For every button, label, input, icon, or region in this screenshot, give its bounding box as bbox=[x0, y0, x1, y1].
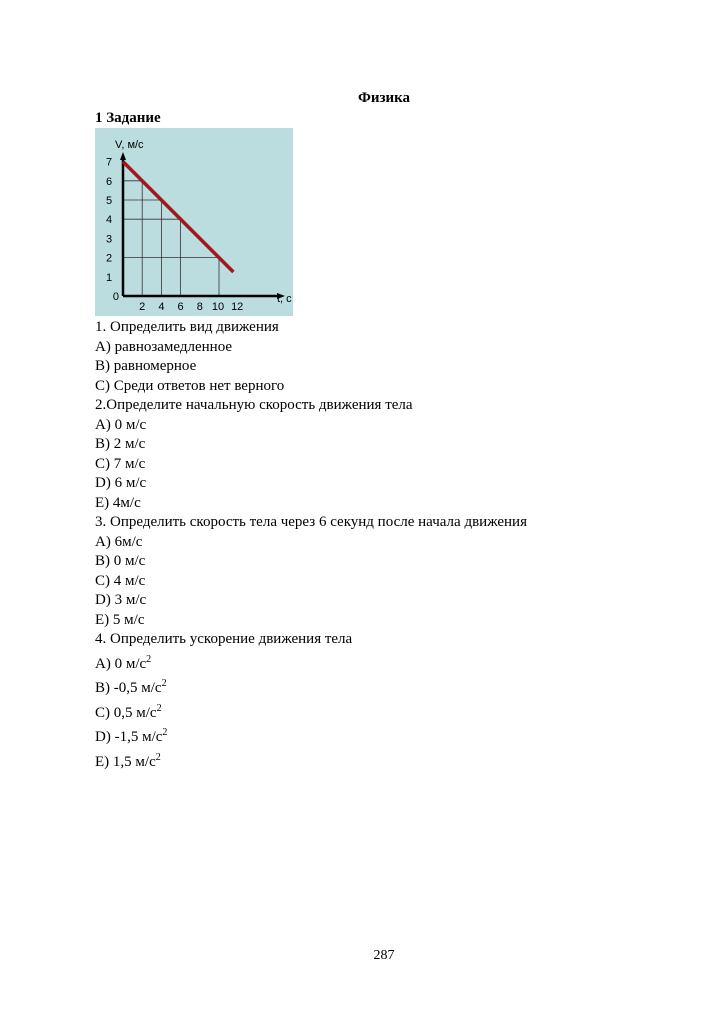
answer-label: E) 1,5 м/с bbox=[95, 753, 156, 770]
y-tick-label: 5 bbox=[105, 195, 113, 207]
y-tick-label: 2 bbox=[105, 252, 113, 265]
y-tick-label: 6 bbox=[105, 175, 113, 188]
question-line: 2.Определите начальную скорость движения тела bbox=[95, 397, 413, 413]
question-line: E) 5 м/с bbox=[95, 611, 145, 628]
answer-label: A) 0 м/с bbox=[95, 655, 147, 672]
question-line: A) 0 м/с bbox=[95, 416, 147, 433]
question-line: C) Среди ответов нет верного bbox=[95, 377, 285, 394]
question-line: D) 3 м/с bbox=[95, 592, 147, 608]
question-line: B) 0 м/с bbox=[95, 553, 146, 569]
page-title: Физика bbox=[357, 90, 411, 106]
superscript: 2 bbox=[156, 702, 162, 714]
x-tick-label: 12 bbox=[231, 301, 244, 313]
y-tick-label: 1 bbox=[105, 271, 113, 284]
x-tick-label: 2 bbox=[139, 301, 146, 313]
answer-label: D) -1,5 м/с bbox=[95, 729, 163, 745]
question-line: C) 4 м/с bbox=[95, 572, 146, 589]
answer-label: B) -0,5 м/с bbox=[95, 680, 162, 696]
question-line: E) 4м/с bbox=[95, 494, 141, 511]
superscript: 2 bbox=[146, 653, 152, 665]
question-line: A) равнозамедленное bbox=[95, 338, 233, 355]
question-line: 3. Определить скорость тела через 6 секунд после начала движения bbox=[95, 514, 527, 530]
superscript: 2 bbox=[161, 678, 167, 689]
question-line: A) 6м/с bbox=[95, 533, 143, 550]
velocity-chart bbox=[95, 128, 293, 316]
y-tick-label: 7 bbox=[105, 156, 113, 169]
task-heading: 1 Задание bbox=[95, 110, 161, 126]
velocity-line bbox=[123, 162, 233, 272]
answer-option bbox=[95, 674, 527, 699]
x-axis-label: t, c bbox=[277, 293, 292, 305]
question-line: 4. Определить ускорение движения тела bbox=[95, 631, 353, 647]
question-line: 1. Определить вид движения bbox=[95, 319, 279, 335]
question-line: D) 6 м/с bbox=[95, 475, 147, 491]
page-number: 287 bbox=[373, 948, 395, 963]
superscript: 2 bbox=[155, 751, 161, 763]
question-line: B) 2 м/с bbox=[95, 436, 146, 452]
question-line: B) равномерное bbox=[95, 358, 197, 374]
x-tick-label: 4 bbox=[158, 301, 165, 313]
x-tick-label: 10 bbox=[211, 301, 225, 313]
x-tick-label: 8 bbox=[196, 301, 203, 313]
questions bbox=[95, 318, 527, 772]
y-axis-label: V, м/с bbox=[115, 139, 144, 151]
answer-label: C) 0,5 м/с bbox=[95, 704, 157, 721]
answer-option bbox=[95, 723, 527, 748]
chart-svg bbox=[95, 128, 293, 316]
origin-label: 0 bbox=[112, 291, 119, 303]
y-tick-label: 4 bbox=[105, 214, 113, 227]
answer-option bbox=[95, 748, 527, 773]
question-line: C) 7 м/с bbox=[95, 455, 146, 472]
y-axis-arrow bbox=[120, 152, 126, 160]
answer-option bbox=[95, 650, 527, 675]
answer-option bbox=[95, 699, 527, 724]
superscript: 2 bbox=[162, 727, 168, 738]
x-tick-label: 6 bbox=[177, 301, 184, 313]
y-tick-label: 3 bbox=[105, 233, 113, 246]
